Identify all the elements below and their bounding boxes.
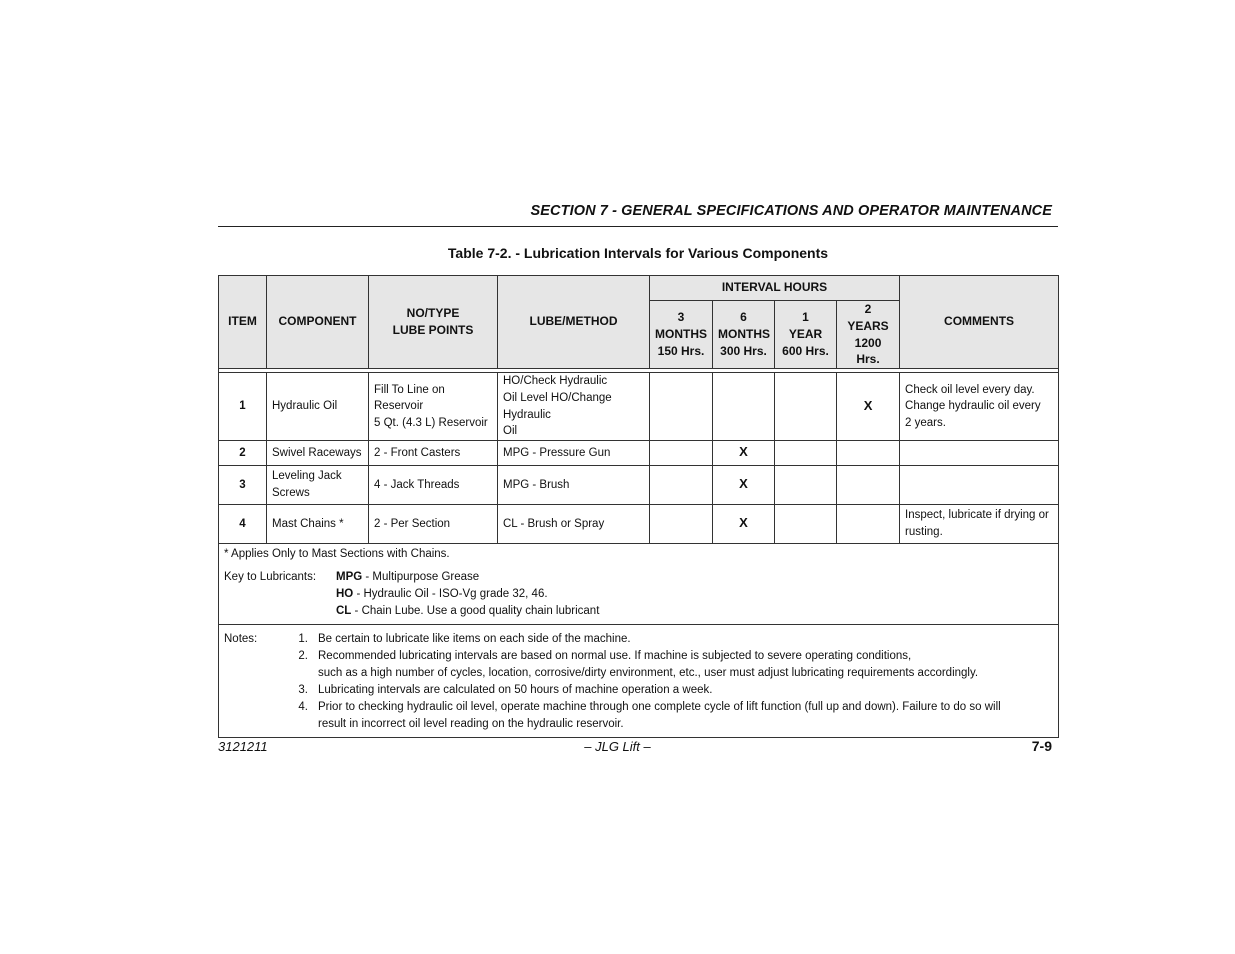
key-cell <box>219 543 1059 624</box>
lube-method-cell: CL - Brush or Spray <box>498 504 650 543</box>
interval-hours: 600 Hrs. <box>782 343 829 358</box>
interval-mark: X <box>837 373 900 441</box>
footnote-text: * Applies Only to Mast Sections with Chains. <box>224 547 450 560</box>
section-header <box>218 201 1058 227</box>
header-comments: COMMENTS <box>900 276 1059 369</box>
comment-line: 2 years. <box>905 416 946 429</box>
header-lube-points-line2: LUBE POINTS <box>392 323 474 338</box>
interval-number: 1 <box>802 310 809 325</box>
note-text <box>318 699 1053 733</box>
interval-mark <box>775 504 837 543</box>
key-code: MPG <box>336 570 363 583</box>
key-item <box>336 603 599 620</box>
note-line: such as a high number of cycles, location, corrosive/dirty environment, etc., user must adjust lubricating requirements accordingly. <box>318 666 979 679</box>
key-row <box>219 543 1059 624</box>
key-item <box>336 569 599 586</box>
lubrication-table <box>218 275 1059 738</box>
interval-mark <box>775 440 837 465</box>
note-item <box>294 682 1053 699</box>
note-text <box>318 631 1053 648</box>
header-interval-3-months <box>650 301 713 369</box>
key-desc: - Chain Lube. Use a good quality chain lubricant <box>351 604 600 617</box>
lube-points-cell: 4 - Jack Threads <box>369 465 498 504</box>
comment-line: Inspect, lubricate if drying or <box>905 509 1049 522</box>
key-lines <box>336 569 599 620</box>
note-line: Lubricating intervals are calculated on 50 hours of machine operation a week. <box>318 683 713 696</box>
lube-points-line: Fill To Line on Reservoir <box>374 383 445 413</box>
header-component: COMPONENT <box>267 276 369 369</box>
notes-label: Notes: <box>224 632 258 645</box>
notes-block <box>224 627 1053 733</box>
table-row <box>219 440 1059 465</box>
note-number: 2. <box>298 649 308 662</box>
key-item <box>336 586 599 603</box>
interval-number: 6 <box>740 310 747 325</box>
comment-line: Change hydraulic oil every <box>905 400 1041 413</box>
component-cell: Hydraulic Oil <box>267 373 369 441</box>
note-text <box>318 682 1053 699</box>
component-cell: Swivel Raceways <box>267 440 369 465</box>
interval-mark <box>650 465 713 504</box>
interval-mark <box>650 373 713 441</box>
comment-line: rusting. <box>905 525 943 538</box>
interval-unit: YEARS <box>847 318 889 333</box>
interval-mark <box>650 440 713 465</box>
lube-points-cell: 2 - Per Section <box>369 504 498 543</box>
lube-method-cell: MPG - Brush <box>498 465 650 504</box>
key-label: Key to Lubricants: <box>224 570 317 583</box>
notes-cell <box>219 624 1059 737</box>
lube-points-line: 5 Qt. (4.3 L) Reservoir <box>374 416 488 429</box>
interval-unit: MONTHS <box>655 327 707 342</box>
item-number: 3 <box>219 465 267 504</box>
comments-cell <box>900 373 1059 441</box>
note-item <box>294 699 1053 733</box>
header-lube-points-line1: NO/TYPE <box>406 305 460 320</box>
note-item <box>294 648 1053 682</box>
header-item: ITEM <box>219 276 267 369</box>
interval-hours: 1200 Hrs. <box>854 335 882 367</box>
lube-method-cell <box>498 373 650 441</box>
header-lube-method: LUBE/METHOD <box>498 276 650 369</box>
component-cell: Mast Chains * <box>267 504 369 543</box>
interval-mark: X <box>713 465 775 504</box>
interval-number: 3 <box>677 310 685 325</box>
lube-method-cell: MPG - Pressure Gun <box>498 440 650 465</box>
key-desc: - Multipurpose Grease <box>362 570 480 583</box>
component-line: Screws <box>272 486 310 499</box>
interval-mark <box>713 373 775 441</box>
notes-row <box>219 624 1059 737</box>
item-number: 4 <box>219 504 267 543</box>
comments-cell <box>900 465 1059 504</box>
interval-mark <box>775 465 837 504</box>
note-number: 3. <box>298 683 308 696</box>
component-line: Leveling Jack <box>272 470 342 483</box>
comments-cell <box>900 504 1059 543</box>
interval-unit: YEAR <box>788 327 823 342</box>
interval-mark <box>837 465 900 504</box>
lube-points-cell <box>369 373 498 441</box>
table-row <box>219 373 1059 441</box>
note-item <box>294 631 1053 648</box>
interval-mark <box>775 373 837 441</box>
interval-hours: 150 Hrs. <box>657 343 705 358</box>
header-interval-6-months <box>713 301 775 369</box>
interval-number: 2 <box>864 302 872 316</box>
footer-brand: – JLG Lift – <box>584 739 651 754</box>
header-interval-hours: INTERVAL HOURS <box>650 276 900 301</box>
lubricant-key <box>224 569 1053 620</box>
header-interval-2-years <box>837 301 900 369</box>
note-number: 1. <box>298 632 308 645</box>
note-line: Prior to checking hydraulic oil level, operate machine through one complete cycle of lift function (full up and down). Failure to do so will <box>318 700 1001 713</box>
key-desc: - Hydraulic Oil - ISO-Vg grade 32, 46. <box>353 587 548 600</box>
page-number: 7-9 <box>1031 738 1052 754</box>
key-code: HO <box>336 587 354 600</box>
section-title: SECTION 7 - GENERAL SPECIFICATIONS AND OPERATOR MAINTENANCE <box>530 203 1052 219</box>
interval-mark: X <box>713 440 775 465</box>
interval-unit: MONTHS <box>718 327 770 342</box>
header-interval-1-year <box>775 301 837 369</box>
interval-mark <box>837 504 900 543</box>
interval-hours: 300 Hrs. <box>720 343 767 358</box>
item-number: 2 <box>219 440 267 465</box>
lube-points-cell: 2 - Front Casters <box>369 440 498 465</box>
interval-mark <box>837 440 900 465</box>
key-code: CL <box>336 604 352 617</box>
header-lube-points <box>369 276 498 369</box>
comments-cell <box>900 440 1059 465</box>
lube-method-line: Oil Level HO/Change Hydraulic <box>503 391 612 421</box>
interval-mark: X <box>713 504 775 543</box>
note-line: result in incorrect oil level reading on the hydraulic reservoir. <box>318 717 624 730</box>
interval-mark <box>650 504 713 543</box>
note-line: Recommended lubricating intervals are based on normal use. If machine is subjected to severe operating conditions, <box>318 649 912 662</box>
comment-line: Check oil level every day. <box>905 383 1035 396</box>
notes-list <box>294 631 1053 733</box>
item-number: 1 <box>219 373 267 441</box>
lube-method-line: Oil <box>503 425 518 438</box>
table-row <box>219 465 1059 504</box>
note-text <box>318 648 1053 682</box>
note-number: 4. <box>298 700 308 713</box>
table-row <box>219 504 1059 543</box>
document-number: 3121211 <box>218 739 268 754</box>
table-caption: Table 7-2. - Lubrication Intervals for Various Components <box>447 245 829 261</box>
component-cell <box>267 465 369 504</box>
lube-method-line: HO/Check Hydraulic <box>503 375 608 388</box>
note-line: Be certain to lubricate like items on each side of the machine. <box>318 632 631 645</box>
